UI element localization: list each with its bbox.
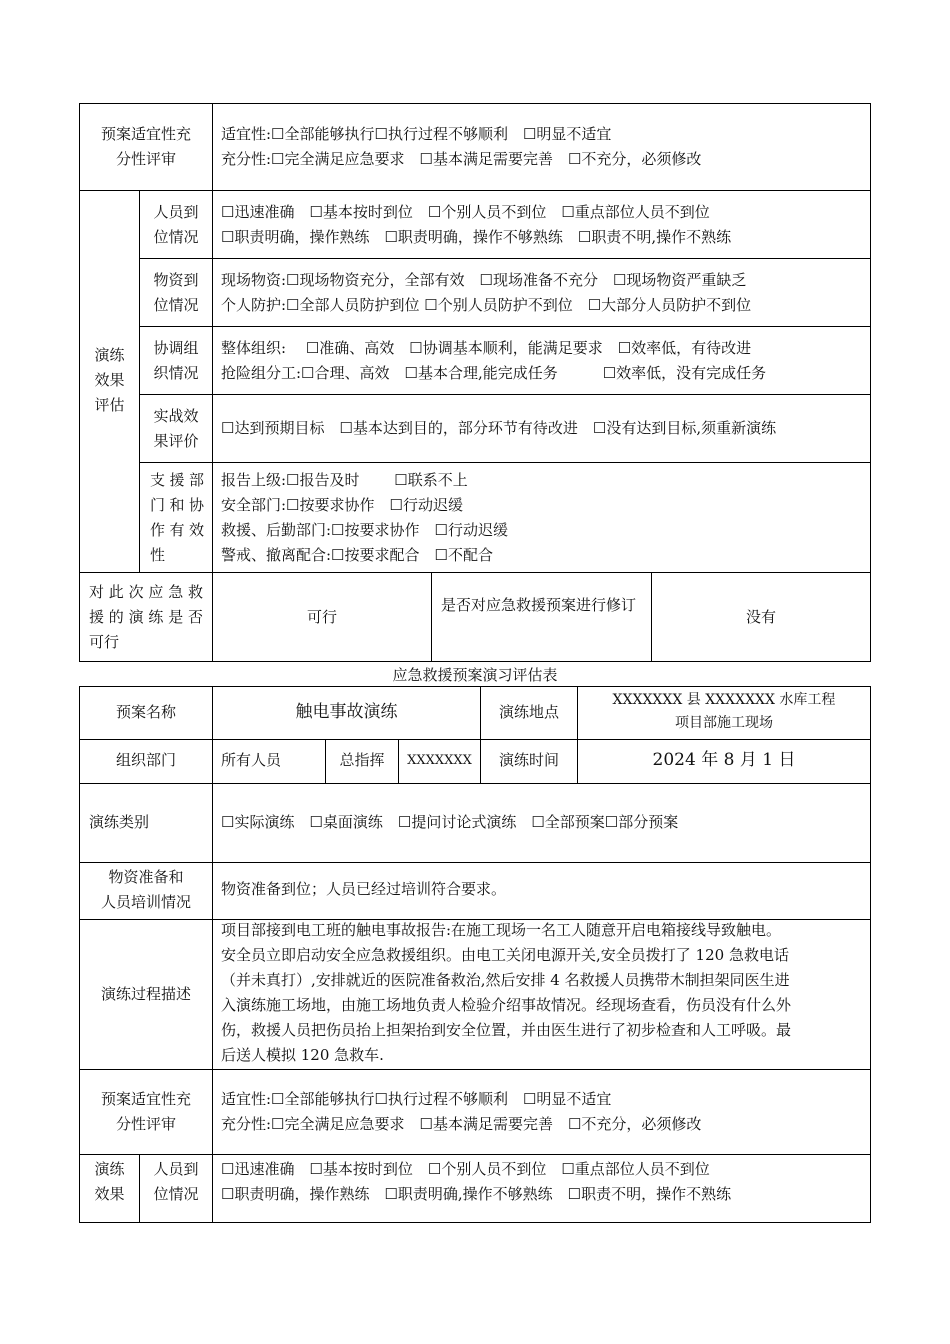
combat-effect-options: ☐达到预期目标 ☐基本达到目的，部分环节有待改进 ☐没有达到目标,须重新演练 bbox=[221, 419, 777, 437]
prep-value: 物资准备到位；人员已经过培训符合要求。 bbox=[221, 880, 507, 898]
location-label: 演练地点 bbox=[498, 703, 559, 721]
personnel-label: 人员到 位情况 bbox=[153, 203, 199, 246]
personnel-label-2: 人员到 位情况 bbox=[153, 1160, 199, 1203]
location-value: XXXXXXX 县 XXXXXXX 水库工程 项目部施工现场 bbox=[612, 692, 836, 731]
table-caption: 应急救援预案演习评估表 bbox=[392, 666, 558, 684]
feasibility-value: 可行 bbox=[306, 608, 337, 626]
suitability-label: 预案适宜性充 分性评审 bbox=[100, 125, 191, 168]
commander-value: XXXXXXX bbox=[407, 753, 472, 768]
commander-label: 总指挥 bbox=[339, 751, 385, 769]
category-label: 演练类别 bbox=[89, 813, 150, 831]
feasibility-label: 对此次应急救 援的演练是否 可行 bbox=[89, 583, 203, 651]
org-dept-label: 组织部门 bbox=[115, 751, 176, 769]
effect-label-2: 演练 效果 bbox=[94, 1160, 125, 1203]
support-options: 报告上级:☐报告及时 ☐联系不上 安全部门:☐按要求协作 ☐行动迟缓 救援、后勤部门:☐按要求协作 ☐行动迟缓 警戒、撤离配合:☐按要求配合 ☐不配合 bbox=[221, 471, 508, 564]
plan-name-value: 触电事故演练 bbox=[295, 702, 398, 722]
suitability-text-2: 适宜性:☐全部能够执行☐执行过程不够顺利 ☐明显不适宜 充分性:☐完全满足应急要求 ☐基本满足需要完善 ☐不充分，必须修改 bbox=[221, 1090, 702, 1133]
prep-label: 物资准备和 人员培训情况 bbox=[100, 868, 191, 911]
support-label: 支援部 门和协 作有效 性 bbox=[150, 471, 204, 564]
suitability-text: 适宜性:☐全部能够执行☐执行过程不够顺利 ☐明显不适宜 充分性:☐完全满足应急要求 ☐基本满足需要完善 ☐不充分，必须修改 bbox=[221, 125, 702, 168]
materials-options: 现场物资:☐现场物资充分，全部有效 ☐现场准备不充分 ☐现场物资严重缺乏 个人防护:☐全部人员防护到位 ☐个别人员防护不到位 ☐大部分人员防护不到位 bbox=[221, 271, 752, 314]
coordination-label: 协调组 织情况 bbox=[153, 339, 199, 382]
process-label: 演练过程描述 bbox=[100, 985, 191, 1003]
effect-evaluation-label: 演练 效果 评估 bbox=[94, 346, 125, 414]
org-dept-value: 所有人员 bbox=[221, 751, 282, 769]
revise-question: 是否对应急救援预案进行修订 bbox=[441, 596, 637, 614]
materials-label: 物资到 位情况 bbox=[153, 271, 199, 314]
time-label: 演练时间 bbox=[498, 751, 559, 769]
combat-effect-label: 实战效 果评价 bbox=[153, 407, 199, 450]
plan-name-label: 预案名称 bbox=[115, 703, 176, 721]
suitability-label-2: 预案适宜性充 分性评审 bbox=[100, 1090, 191, 1133]
category-options: ☐实际演练 ☐桌面演练 ☐提问讨论式演练 ☐全部预案☐部分预案 bbox=[221, 813, 679, 831]
process-description: 项目部接到电工班的触电事故报告:在施工现场一名工人随意开启电箱接线导致触电。 安全员立即启动安全应急救援组织。由电工关闭电源开关,安全员拨打了 120 急救电话 （并未真打）,安排就近的医院准备救治,然后安排 4 名救援人员携带木制担架同医生进 入演练施工场地，由施工场地负责人检验介绍事故情况。经现场查看，伤员没有什么外 伤，救援人员把伤员抬上担架抬到安全位置，并由医生进行了初步检查和人工呼吸。最 后送人模拟 120 急救车. bbox=[221, 921, 792, 1064]
personnel-options-2: ☐迅速准确 ☐基本按时到位 ☐个别人员不到位 ☐重点部位人员不到位 ☐职责明确，操作熟练 ☐职责明确,操作不够熟练 ☐职责不明，操作不熟练 bbox=[221, 1160, 732, 1203]
time-value: 2024 年 8 月 1 日 bbox=[652, 750, 796, 770]
revise-value: 没有 bbox=[745, 608, 776, 626]
personnel-options: ☐迅速准确 ☐基本按时到位 ☐个别人员不到位 ☐重点部位人员不到位 ☐职责明确，操作熟练 ☐职责明确，操作不够熟练 ☐职责不明,操作不熟练 bbox=[221, 203, 732, 246]
coordination-options: 整体组织: ☐准确、高效 ☐协调基本顺利，能满足要求 ☐效率低，有待改进 抢险组分工:☐合理、高效 ☐基本合理,能完成任务 ☐效率低，没有完成任务 bbox=[221, 339, 767, 382]
